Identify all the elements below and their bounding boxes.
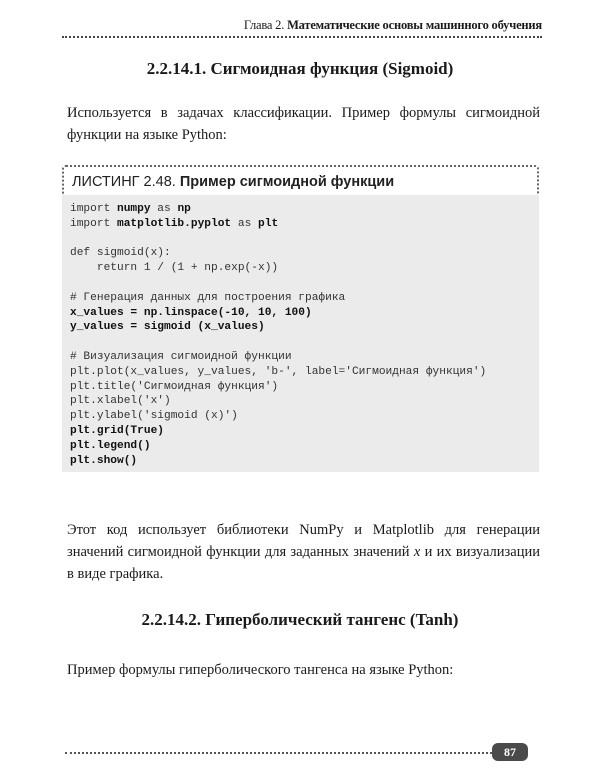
listing-number: ЛИСТИНГ 2.48. — [72, 174, 176, 190]
section-title-sigmoid: 2.2.14.1. Сигмоидная функция (Sigmoid) — [146, 59, 454, 78]
code-line: x_values = np.linspace(-10, 10, 100) — [70, 306, 312, 319]
code-listing — [62, 165, 537, 475]
tanh-intro-paragraph: Пример формулы гиперболического тангенса на языке Python: — [67, 662, 454, 678]
code-line: # Генерация данных для построения графика — [70, 291, 346, 304]
code-line: y_values = sigmoid (x_values) — [70, 321, 265, 334]
section-title-tanh: 2.2.14.2. Гиперболический тангенс (Tanh) — [141, 610, 459, 629]
running-head — [60, 18, 542, 33]
code-line: plt.plot(x_values, y_values, 'b-', label='Сигмоидная функция') — [70, 365, 487, 378]
listing-title: Пример сигмоидной функции — [179, 174, 395, 190]
code-line: plt.xlabel('x') — [70, 395, 171, 408]
explanation-text-end: и их визуализации в виде графика. — [67, 544, 540, 582]
code-line: plt.ylabel('sigmoid (x)') — [70, 410, 238, 423]
code-line: plt.grid(True) — [70, 424, 164, 437]
listing-caption-frame — [62, 165, 539, 197]
code-line: import numpy as np — [70, 203, 191, 215]
listing-caption — [72, 174, 394, 190]
code-line: plt.title('Сигмоидная функция') — [70, 380, 279, 393]
variable-x: x — [413, 544, 421, 560]
running-head-title: Математические основы машинного обучения — [287, 18, 542, 32]
explanation-text-start: Этот код использует библиотеки NumPy и Matplotlib для генерации значений сигмоидной функции для заданных значений — [67, 522, 540, 560]
code-line: return 1 / (1 + np.exp(-x)) — [70, 262, 279, 275]
code-text — [70, 202, 486, 468]
code-line: import matplotlib.pyplot as plt — [70, 217, 279, 230]
header-divider — [62, 36, 542, 38]
listing-explanation-paragraph — [67, 519, 540, 585]
code-line: # Визуализация сигмоидной функции — [70, 350, 292, 363]
code-block — [62, 195, 539, 472]
footer-divider — [65, 752, 492, 754]
sigmoid-intro-paragraph: Используется в задачах классификации. Пример формулы сигмоидной функции на языке Python: — [67, 105, 540, 143]
code-line — [70, 232, 486, 247]
code-line — [70, 276, 486, 291]
code-line — [70, 335, 486, 350]
running-head-chapter: Глава 2. — [243, 18, 285, 32]
page-number-badge: 87 — [492, 743, 528, 761]
code-line: plt.show() — [70, 454, 138, 467]
code-line: def sigmoid(x): — [70, 247, 171, 260]
code-line: plt.legend() — [70, 439, 151, 452]
